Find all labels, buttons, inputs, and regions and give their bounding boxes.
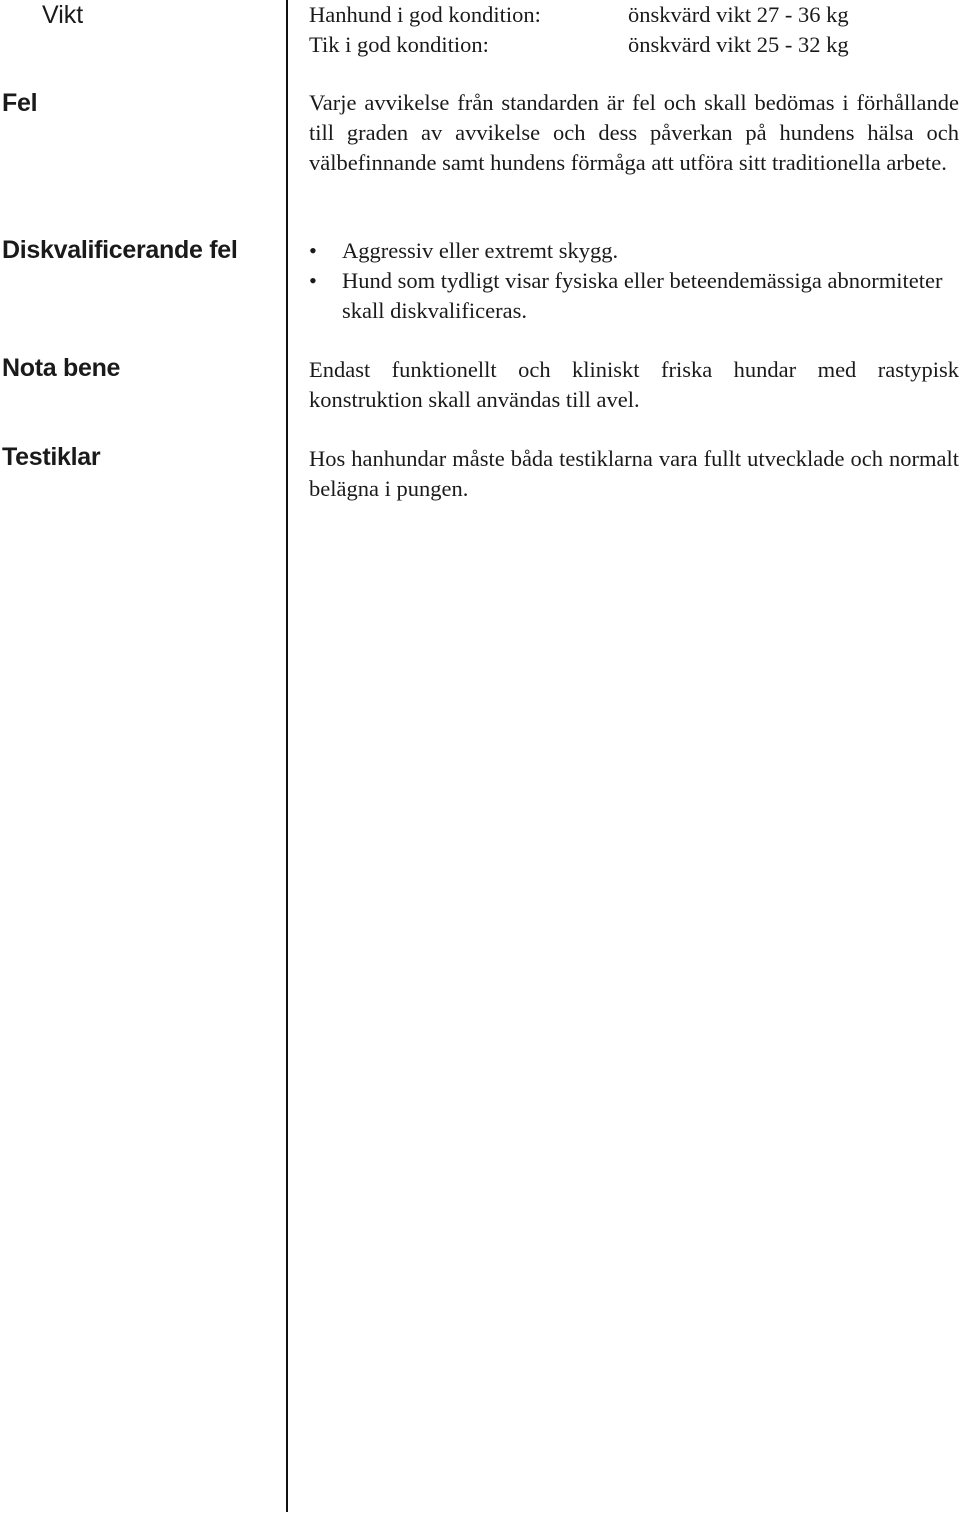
- label-vikt: Vikt: [42, 1, 84, 29]
- bullet-icon: •: [309, 267, 317, 293]
- bullet-icon: •: [309, 238, 317, 263]
- weight-row-value: önskvärd vikt 27 - 36 kg: [628, 2, 849, 27]
- testiklar-section: [309, 444, 959, 504]
- column-divider: [286, 0, 288, 1512]
- weight-row-value: önskvärd vikt 25 - 32 kg: [628, 31, 849, 57]
- diskvalificerande-section: [309, 236, 959, 325]
- list-item: [309, 236, 959, 266]
- disqualifying-list: [309, 236, 959, 325]
- weight-row-female: [309, 30, 959, 60]
- fel-text: Varje avvikelse från standarden är fel och skall bedömas i förhållande till graden av avvikelse och dess påverkan på hundens hälsa och välbefinnande samt hundens förmåga att utföra sitt traditionella arbete.: [309, 90, 959, 175]
- vikt-section: [309, 0, 959, 60]
- nota-bene-text: Endast funktionellt och kliniskt friska hundar med rastypisk konstruktion skall användas till avel.: [309, 357, 959, 412]
- label-nota-bene: Nota bene: [2, 354, 121, 382]
- fel-section: [309, 88, 959, 177]
- weight-row-name: Tik i god kondition:: [309, 31, 489, 57]
- list-item-text: Hund som tydligt visar fysiska eller beteendemässiga abnormiteter skall diskvalificeras.: [342, 267, 943, 323]
- weight-row-name: Hanhund i god kondition:: [309, 2, 541, 27]
- list-item-text: Aggressiv eller extremt skygg.: [342, 238, 619, 263]
- testiklar-text: Hos hanhundar måste båda testiklarna vara fullt utvecklade och normalt belägna i pungen.: [309, 446, 959, 501]
- nota-bene-section: [309, 355, 959, 415]
- list-item: [309, 266, 959, 326]
- label-fel: Fel: [2, 89, 38, 117]
- weight-row-male: [309, 0, 959, 30]
- label-testiklar: Testiklar: [2, 443, 101, 471]
- label-diskvalificerande-fel: Diskvalificerande fel: [2, 236, 238, 264]
